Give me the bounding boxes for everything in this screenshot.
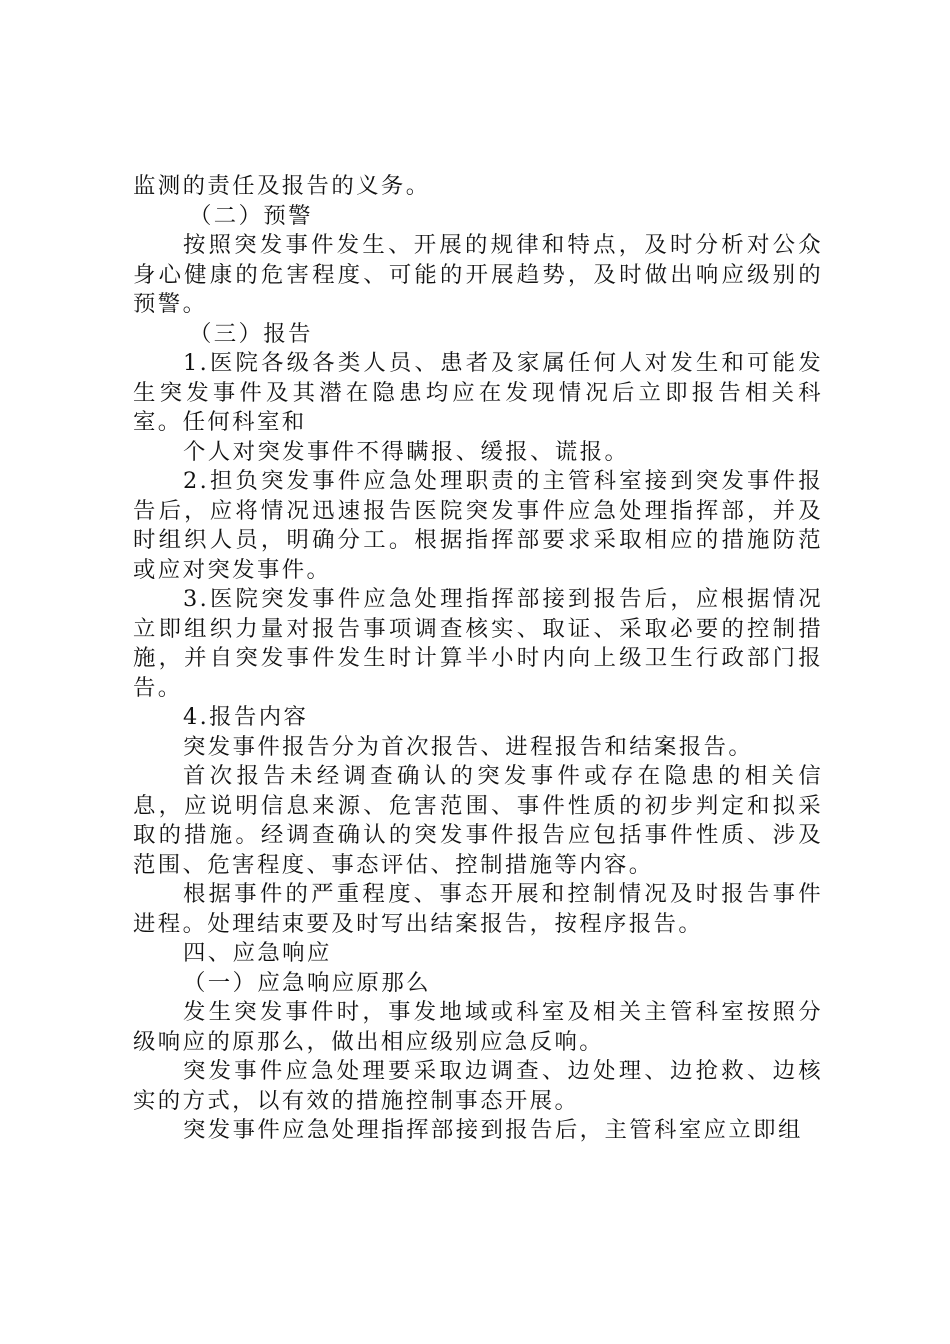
paragraph-report-1-cont: 个人对突发事件不得瞒报、缓报、谎报。 <box>183 438 630 465</box>
paragraph-report-1: 1.医院各级各类人员、患者及家属任何人对发生和可能发生突发事件及其潜在隐患均应在发现情况后立即报告相关科室。任何科室和 <box>133 350 823 435</box>
paragraph-report-types: 突发事件报告分为首次报告、进程报告和结案报告。 <box>183 733 754 760</box>
paragraph-first-report: 首次报告未经调查确认的突发事件或存在隐患的相关信息，应说明信息来源、危害范围、事件性质的初步判定和拟采取的措施。经调查确认的突发事件报告应包括事件性质、涉及范围、危害程度、事态评估、控制措施等内容。 <box>133 763 823 878</box>
paragraph-response-1: 发生突发事件时，事发地域或科室及相关主管科室按照分级响应的原那么，做出相应级别应急反响。 <box>133 999 823 1055</box>
subheading-report: （三）报告 <box>189 320 313 347</box>
document-page <box>133 172 823 1146</box>
paragraph-warning: 按照突发事件发生、开展的规律和特点，及时分析对公众身心健康的危害程度、可能的开展趋势，及时做出响应级别的预警。 <box>133 232 823 317</box>
paragraph-progress-report: 根据事件的严重程度、事态开展和控制情况及时报告事件进程。处理结束要及时写出结案报告，按程序报告。 <box>133 881 823 937</box>
paragraph-report-2: 2.担负突发事件应急处理职责的主管科室接到突发事件报告后，应将情况迅速报告医院突发事件应急处理指挥部，并及时组织人员，明确分工。根据指挥部要求采取相应的措施防范或应对突发事件。 <box>133 468 823 583</box>
subheading-response-principle: （一）应急响应原那么 <box>183 969 431 996</box>
paragraph-report-3: 3.医院突发事件应急处理指挥部接到报告后，应根据情况立即组织力量对报告事项调查核实、取证、采取必要的控制措施，并自突发事件发生时计算半小时内向上级卫生行政部门报告。 <box>133 586 823 701</box>
paragraph-response-3: 突发事件应急处理指挥部接到报告后，主管科室应立即组 <box>183 1117 803 1143</box>
paragraph-response-2: 突发事件应急处理要采取边调查、边处理、边抢救、边核实的方式，以有效的措施控制事态开展。 <box>133 1058 823 1114</box>
paragraph-report-4-title: 4.报告内容 <box>183 704 309 730</box>
subheading-warning: （二）预警 <box>189 202 313 229</box>
paragraph-continuation: 监测的责任及报告的义务。 <box>133 173 431 199</box>
section-heading-response: 四、应急响应 <box>183 940 332 966</box>
